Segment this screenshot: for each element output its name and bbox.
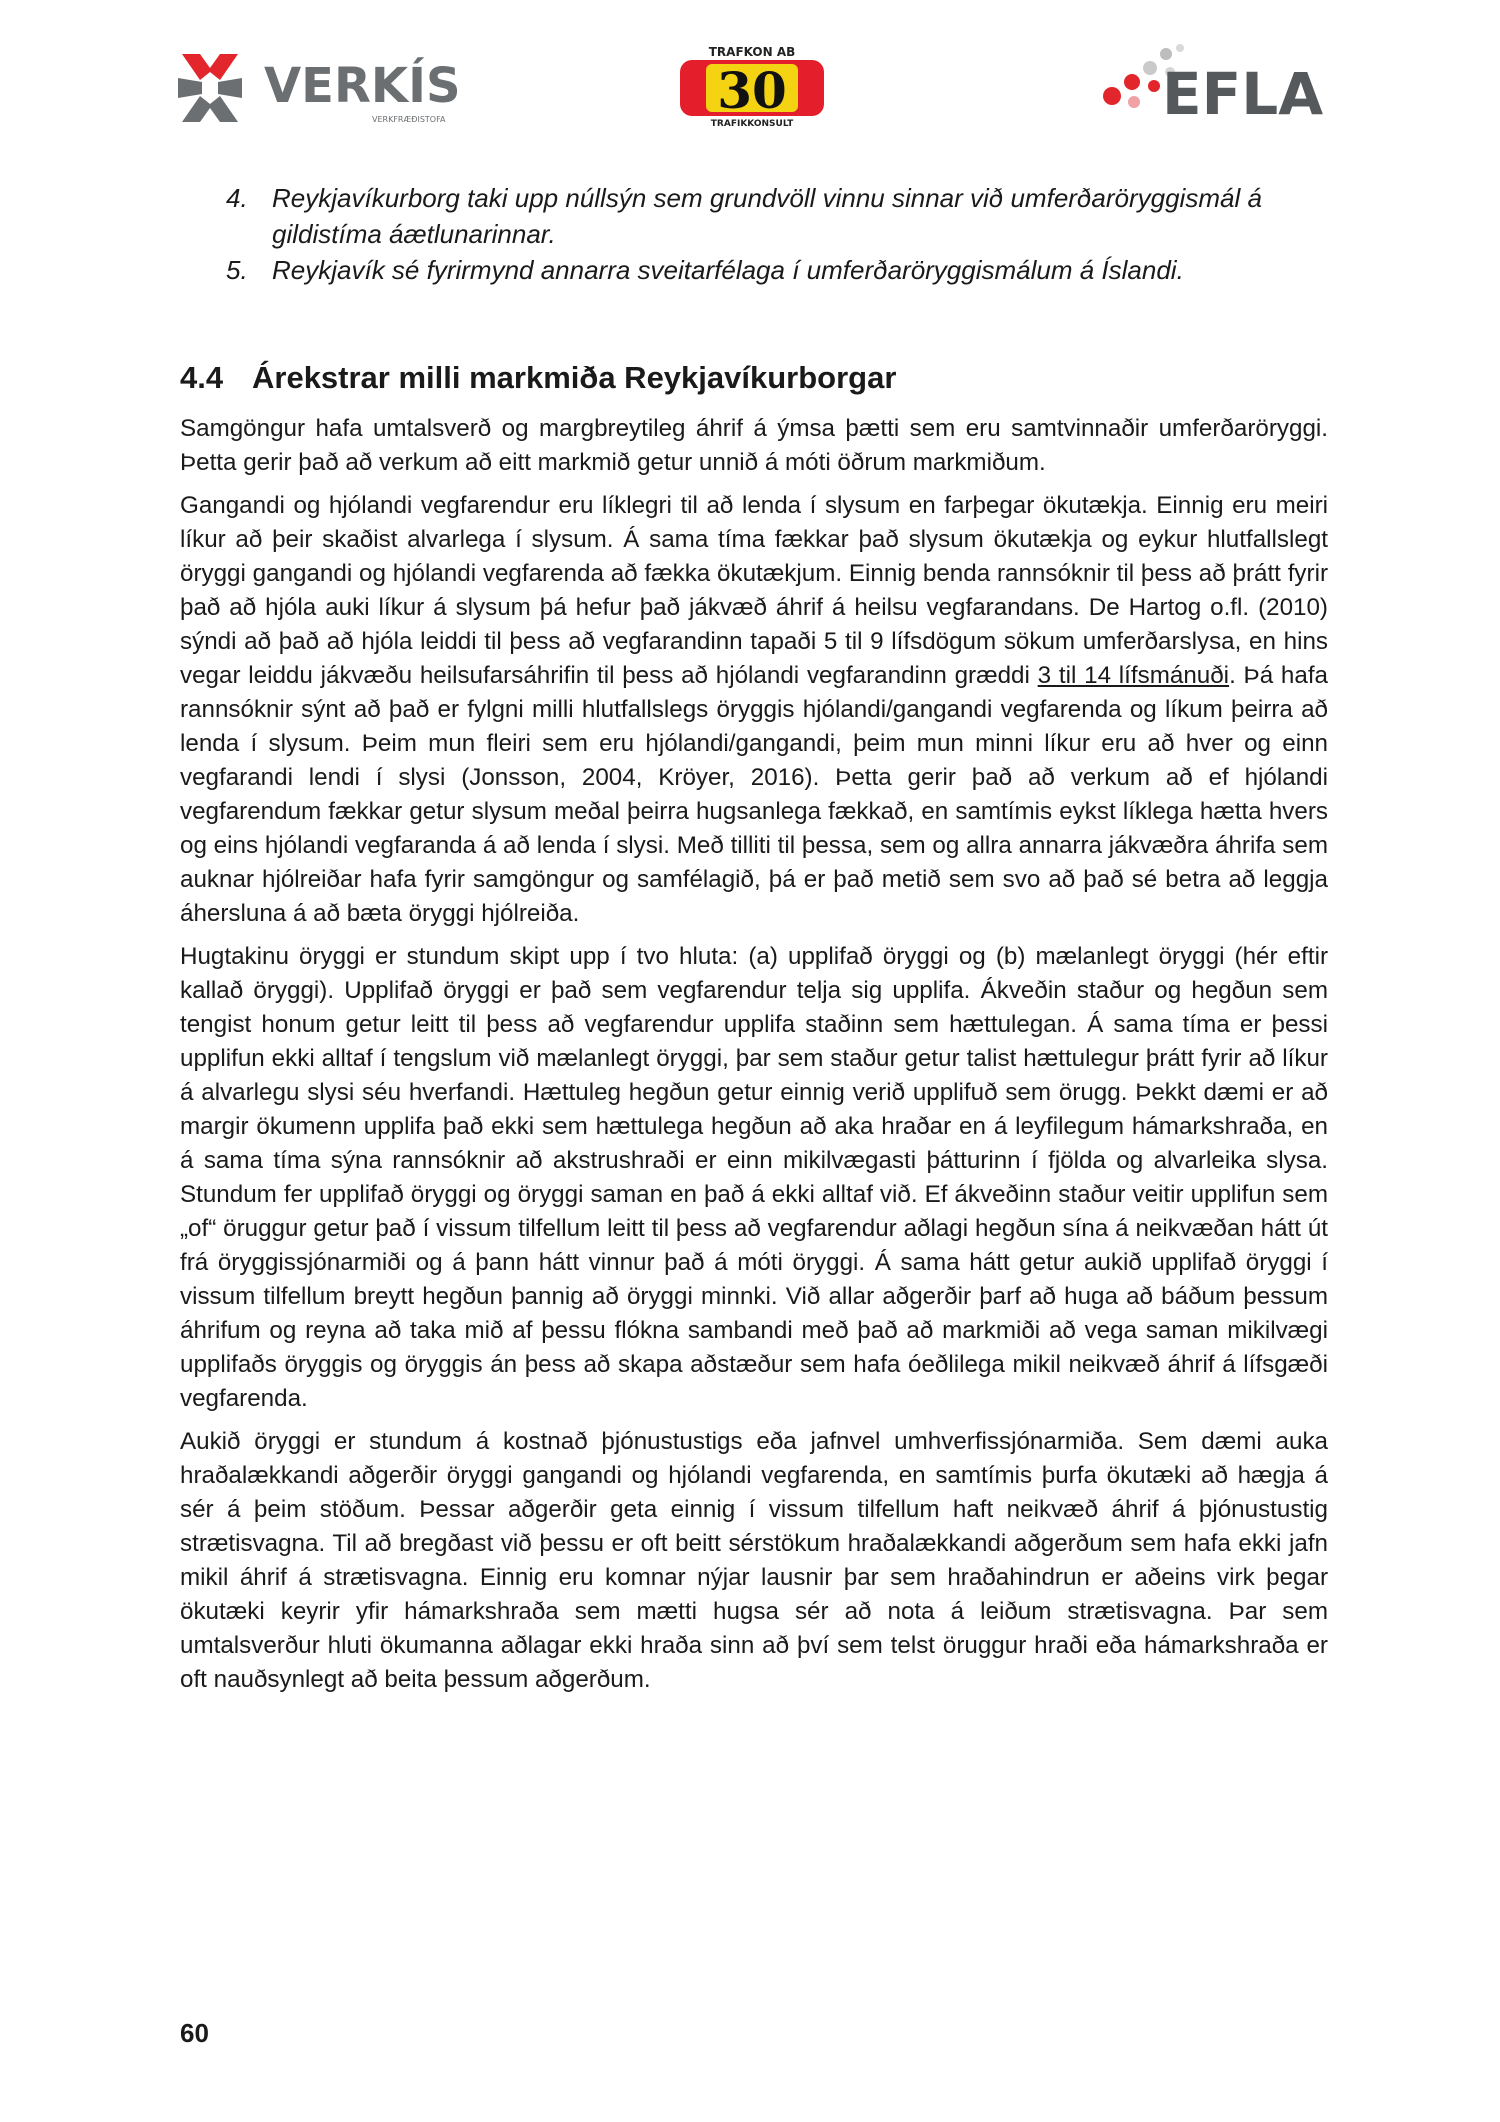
list-item xyxy=(180,180,1328,252)
svg-text:VERKÍS: VERKÍS xyxy=(264,58,461,114)
list-item-text: Reykjavíkurborg taki upp núllsýn sem grundvöll vinnu sinnar við umferðaröryggismál á gildistíma áætlunarinnar. xyxy=(272,183,1262,249)
list-item-number: 5. xyxy=(226,255,248,285)
paragraph-2-text-end: . Þá hafa rannsóknir sýnt að það er fylgni milli hlutfallslegs öryggis hjólandi/gangandi vegfarenda og líkum þeirra að lenda í slysum. Þeim mun fleiri sem eru hjólandi/gangandi, þeim mun minni líkur eru að hver og einn vegfarandi lendi í slysi (Jonsson, 2004, Kröyer, 2016). Þetta gerir það að verkum að ef hjólandi vegfarendum fækkar getur slysum meðal þeirra hugsanlega fækkað, en samtímis eykst líklega hætta hvers og eins hjólandi vegfaranda á að lenda í slysi. Með tilliti til þessa, sem og allra annarra jákvæðra áhrifa sem auknar hjólreiðar hafa fyrir samgöngur og samfélagið, þá er það metið sem svo að það sé betra að leggja áhersluna á að bæta öryggi hjólreiða. xyxy=(180,662,1328,927)
list-item xyxy=(180,252,1328,288)
trafkon-logo xyxy=(676,44,828,130)
reference-link[interactable]: 3 til 14 lífsmánuði xyxy=(1037,662,1230,689)
section-title: Árekstrar milli markmiða Reykjavíkurborgar xyxy=(252,360,897,395)
verkis-logo xyxy=(176,48,476,128)
page-content xyxy=(180,180,1328,1706)
page-number: 60 xyxy=(180,2018,209,2048)
svg-text:30: 30 xyxy=(717,61,787,120)
goals-list xyxy=(180,180,1328,288)
paragraph-3: Hugtakinu öryggi er stundum skipt upp í tvo hluta: (a) upplifað öryggi og (b) mælanlegt öryggi (hér eftir kallað öryggi). Upplifað öryggi er það sem vegfarendur telja sig upplifa. Ákveðin staður og hegðun sem tengist honum getur leitt til þess að vegfarendur upplifa staðinn sem hættulegan. Á sama tíma er þessi upplifun ekki alltaf í tengslum við mælanlegt öryggi, þar sem staður getur talist hættulegur þrátt fyrir að líkur á alvarlegu slysi séu hverfandi. Hættuleg hegðun getur einnig verið upplifuð sem örugg. Þekkt dæmi er að margir ökumenn upplifa það ekki sem hættulega hegðun að aka hraðar en á leyfilegum hámarkshraða, en á sama tíma sýna rannsóknir að akstrushraði er einn mikilvægasti þátturinn í fjölda og alvarleika slysa. Stundum fer upplifað öryggi og öryggi saman en það á ekki alltaf við. Ef ákveðinn staður veitir upplifun sem „of“ öruggur getur það í vissum tilfellum leitt til þess að vegfarendur aðlagi hegðun sína á neikvæðan hátt út frá öryggissjónarmiði og á þann hátt vinnur það á móti öryggi. Á sama hátt getur aukið upplifað öryggi í vissum tilfellum breytt hegðun þannig að öryggi minnki. Við allar aðgerðir þarf að huga að báðum þessum áhrifum og reyna að taka mið af þessu flókna sambandi með það að markmiði að vega saman mikilvægi upplifaðs öryggis og öryggis án þess að skapa aðstæður sem hafa óeðlilega mikil neikvæð áhrif á lífsgæði vegfarenda. xyxy=(180,943,1328,1412)
paragraph-2-text-start: Gangandi og hjólandi vegfarendur eru líklegri til að lenda í slysum en farþegar ökutækja. Einnig eru meiri líkur að þeir skaðist alvarlega í slysum. Á sama tíma fækkar það slysum ökutækja og eykur hlutfallslegt öryggi gangandi og hjólandi vegfarenda að fækka ökutækjum. Einnig benda rannsóknir til þess að þrátt fyrir það að hjóla auki líkur á slysum þá hefur það jákvæð áhrif á heilsu vegfarandans. De Hartog o.fl. (2010) sýndi að það að hjóla leiddi til þess að vegfarandinn tapaði 5 til 9 lífsdögum sökum umferðarslysa, en hins vegar leiddu jákvæðu heilsufarsáhrifin til þess að hjólandi vegfarandinn græddi xyxy=(180,492,1328,689)
list-item-number: 4. xyxy=(226,183,248,213)
efla-logo xyxy=(1096,40,1336,122)
paragraph-1: Samgöngur hafa umtalsverð og margbreytileg áhrif á ýmsa þætti sem eru samtvinnaðir umferðaröryggi. Þetta gerir það að verkum að eitt markmið getur unnið á móti öðrum markmiðum. xyxy=(180,415,1328,476)
section-number: 4.4 xyxy=(180,360,224,395)
svg-text:TRAFIKKONSULT: TRAFIKKONSULT xyxy=(710,119,794,129)
verkis-mark-icon xyxy=(178,54,242,122)
paragraph-4: Aukið öryggi er stundum á kostnað þjónustustigs eða jafnvel umhverfissjónarmiða. Sem dæmi auka hraðalækkandi aðgerðir öryggi gangandi og hjólandi vegfarenda, en samtímis þurfa ökutæki að hægja á sér á þeim stöðum. Þessar aðgerðir geta einnig í vissum tilfellum haft neikvæð áhrif á þjónustustig strætisvagna. Til að bregðast við þessu er oft beitt sérstökum hraðalækkandi aðgerðum sem hafa ekki jafn mikil áhrif á strætisvagna. Einnig eru komnar nýjar lausnir þar sem hraðahindrun er aðeins virk þegar ökutæki keyrir yfir hámarkshraða sem mætti hugsa sér að nota á leiðum strætisvagna. Þar sem umtalsverður hluti ökumanna aðlagar ekki hraða sinn að því sem telst öruggur hraði eða hámarkshraða er oft nauðsynlegt að beita þessum aðgerðum. xyxy=(180,1428,1328,1693)
paragraph-2 xyxy=(180,489,1328,931)
page-header xyxy=(0,0,1500,150)
svg-text:EFLA: EFLA xyxy=(1162,60,1324,122)
svg-text:VERKFRÆÐISTOFA: VERKFRÆÐISTOFA xyxy=(372,115,446,124)
svg-text:TRAFKON AB: TRAFKON AB xyxy=(708,45,796,59)
section-heading xyxy=(180,358,1328,398)
list-item-text: Reykjavík sé fyrirmynd annarra sveitarfélaga í umferðaröryggismálum á Íslandi. xyxy=(272,255,1184,285)
